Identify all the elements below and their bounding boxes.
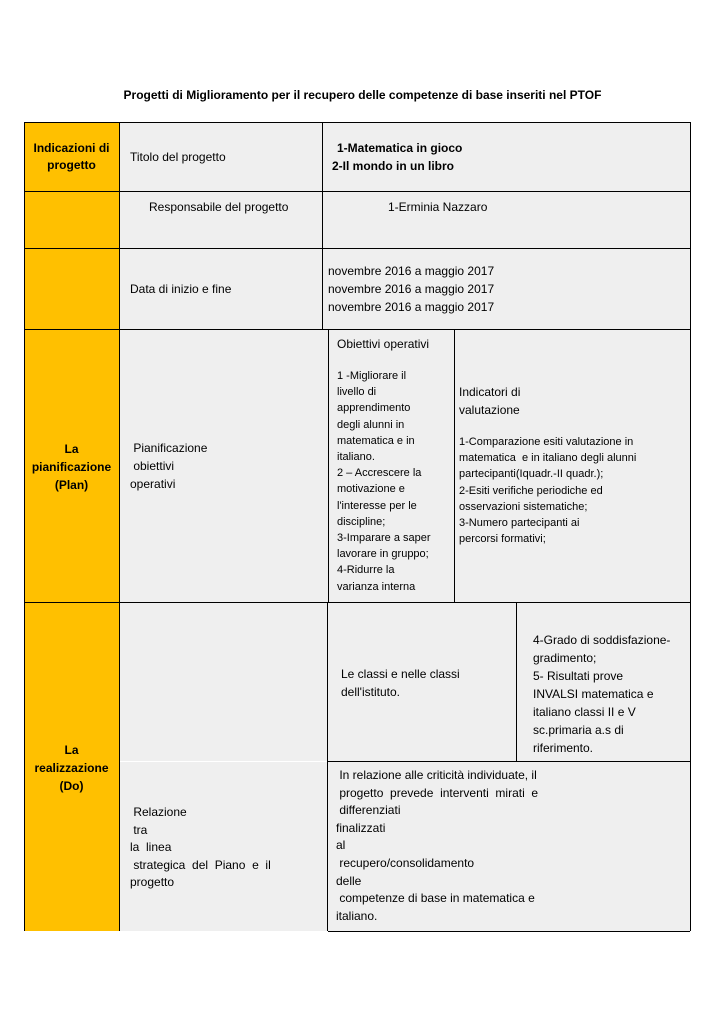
row-divider-1	[24, 191, 690, 192]
table-border-right	[690, 122, 691, 931]
date-label: Data di inizio e fine	[130, 282, 232, 296]
date-value-2: novembre 2016 a maggio 2017	[328, 282, 495, 296]
classi-text: Le classi e nelle classi dell'istituto.	[341, 667, 460, 699]
document-title: Progetti di Miglioramento per il recupero delle competenze di base inseriti nel PTOF	[123, 88, 602, 102]
table-border-left	[24, 122, 25, 931]
table-border-bottom	[328, 931, 690, 932]
row-divider-5	[328, 761, 690, 762]
value-cell-titolo	[323, 123, 690, 191]
row-divider-2	[24, 248, 690, 249]
indicatori-heading: Indicatori di valutazione	[459, 385, 521, 417]
value-cell-responsabile	[323, 192, 690, 248]
section-label-indicazioni: Indicazioni di progetto	[33, 141, 110, 172]
responsabile-value: 1-Erminia Nazzaro	[388, 200, 488, 214]
titolo-value-2: 2-Il mondo in un libro	[332, 159, 454, 173]
section-cell-date	[24, 249, 119, 329]
titolo-value-1: 1-Matematica in gioco	[337, 141, 463, 155]
indicatori-text: 1-Comparazione esiti valutazione in matematica e in italiano degli alunni partecipanti(Iquadr.-II quadr.); 2-Esiti verifiche periodiche ed osservazioni sistematiche; 3-Numero partecipanti ai percorsi formativi;	[459, 436, 637, 546]
section-label-realizzazione: La realizzazione (Do)	[34, 743, 109, 793]
col-divider-a	[119, 122, 120, 931]
obiettivi-heading: Obiettivi operativi	[337, 337, 430, 351]
titolo-label: Titolo del progetto	[130, 150, 226, 164]
date-value-3: novembre 2016 a maggio 2017	[328, 300, 495, 314]
responsabile-label: Responsabile del progetto	[149, 200, 289, 214]
col-divider-c-lower	[516, 602, 517, 761]
table-border-top	[24, 122, 690, 123]
col-divider-b-lower	[327, 602, 328, 931]
col-divider-c-mid	[454, 330, 455, 602]
section-label-pianificazione: La pianificazione (Plan)	[31, 442, 112, 492]
obiettivi-text: 1 -Migliorare il livello di apprendimento degli alunni in matematica e in italiano. 2 – Accrescere la motivazione e l'interesse per le discipline; 3-Imparare a saper lavorare in gruppo; 4-Ridurre la varianza interna	[337, 370, 431, 593]
col-divider-b-upper	[322, 122, 323, 330]
date-value-1: novembre 2016 a maggio 2017	[328, 264, 495, 278]
pianificazione-label: Pianificazione obiettivi operativi	[130, 441, 208, 491]
relazione-label: Relazione tra la linea strategica del Piano e il progetto	[130, 805, 271, 890]
empty-cell-realizzazione	[120, 603, 327, 761]
row-divider-4	[24, 602, 690, 603]
col-divider-b-mid	[328, 330, 329, 602]
row-divider-3	[24, 329, 690, 330]
relazione-text: In relazione alle criticità individuate, il progetto prevede interventi mirati e differenziati finalizzati al recupero/consolidamento delle competenze di base in matematica e italiano.	[336, 768, 539, 923]
grado-text: 4-Grado di soddisfazione- gradimento; 5- Risultati prove INVALSI matematica e italiano classi II e V sc.primaria a.s di riferimento.	[533, 633, 671, 755]
section-cell-responsabile	[24, 192, 119, 248]
